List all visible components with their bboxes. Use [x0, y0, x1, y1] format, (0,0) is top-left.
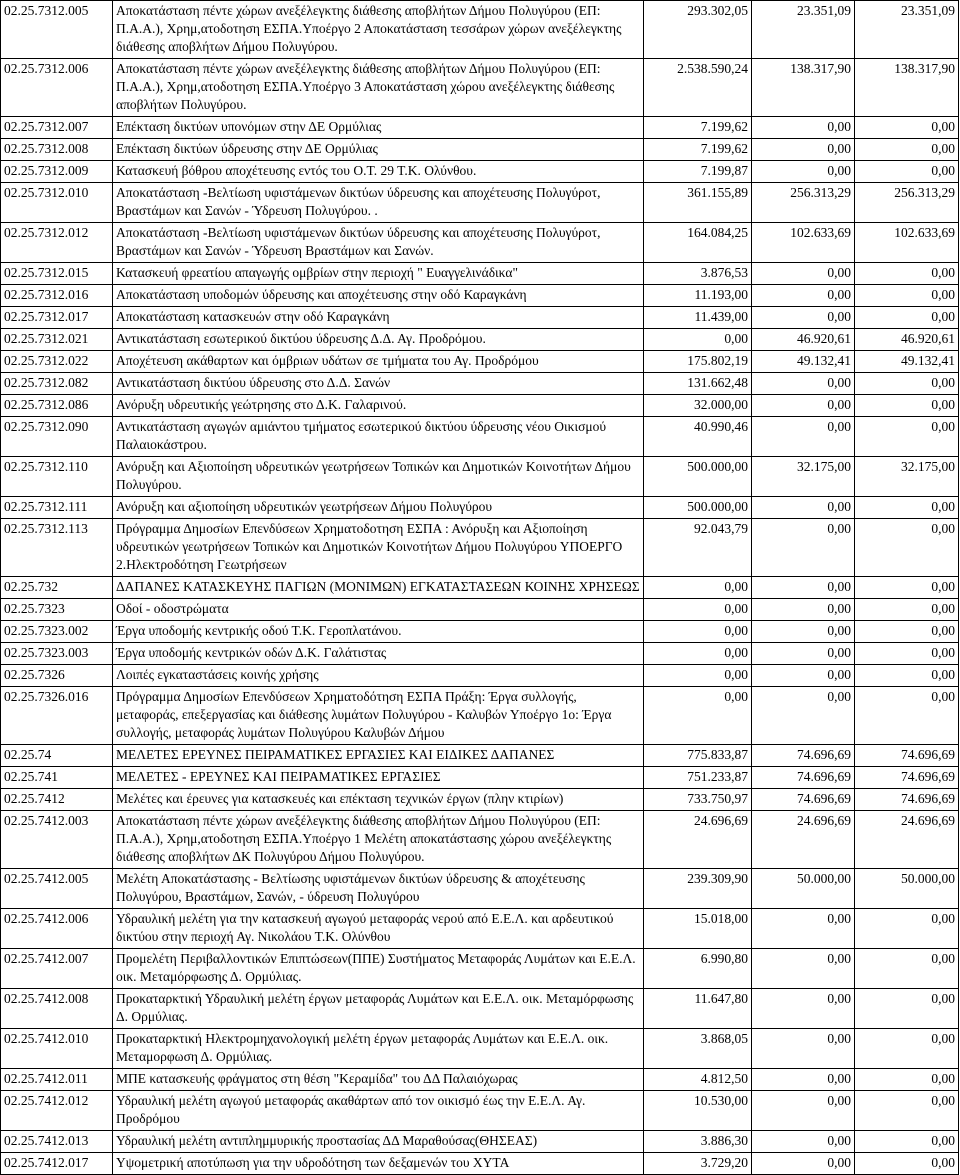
table-row — [1, 767, 959, 789]
amount-paid: 0,00 — [855, 665, 959, 687]
table-row — [1, 183, 959, 223]
account-description: Αποκατάσταση πέντε χώρων ανεξέλεγκτης διάθεσης αποβλήτων Δήμου Πολυγύρου (ΕΠ: Π.Α.Α.), Χρημ,ατοδοτηση ΕΣΠΑ.Υποέργο 2 Αποκατάσταση τεσσάρων χώρων ανεξέλεγκτης διάθεσης αποβλήτων Δήμου Πολυγύρου. — [113, 1, 644, 59]
amount-budgeted: 0,00 — [644, 329, 752, 351]
account-code: 02.25.7412.012 — [1, 1091, 113, 1131]
amount-committed: 102.633,69 — [752, 223, 855, 263]
account-description: ΜΕΛΕΤΕΣ ΕΡΕΥΝΕΣ ΠΕΙΡΑΜΑΤΙΚΕΣ ΕΡΓΑΣΙΕΣ ΚΑΙ ΕΙΔΙΚΕΣ ΔΑΠΑΝΕΣ — [113, 745, 644, 767]
amount-committed: 0,00 — [752, 139, 855, 161]
amount-paid: 0,00 — [855, 307, 959, 329]
amount-committed: 0,00 — [752, 519, 855, 577]
account-description: Υδραυλική μελέτη αντιπλημμυρικής προστασίας ΔΔ Μαραθούσας(ΘΗΣΕΑΣ) — [113, 1131, 644, 1153]
account-code: 02.25.7412.005 — [1, 869, 113, 909]
amount-paid: 74.696,69 — [855, 789, 959, 811]
table-row — [1, 307, 959, 329]
account-description: Έργα υποδομής κεντρικής οδού Τ.Κ. Γεροπλατάνου. — [113, 621, 644, 643]
amount-budgeted: 11.647,80 — [644, 989, 752, 1029]
amount-paid: 23.351,09 — [855, 1, 959, 59]
account-code: 02.25.741 — [1, 767, 113, 789]
amount-budgeted: 3.886,30 — [644, 1131, 752, 1153]
amount-committed: 0,00 — [752, 1131, 855, 1153]
amount-paid: 102.633,69 — [855, 223, 959, 263]
amount-committed: 32.175,00 — [752, 457, 855, 497]
amount-budgeted: 0,00 — [644, 687, 752, 745]
table-row — [1, 497, 959, 519]
account-code: 02.25.7312.007 — [1, 117, 113, 139]
table-row — [1, 811, 959, 869]
account-code: 02.25.7412.006 — [1, 909, 113, 949]
account-code: 02.25.7412.007 — [1, 949, 113, 989]
table-row — [1, 329, 959, 351]
table-row — [1, 687, 959, 745]
account-description: Αποχέτευση ακάθαρτων και όμβριων υδάτων σε τμήματα του Αγ. Προδρόμου — [113, 351, 644, 373]
table-row — [1, 745, 959, 767]
account-description: Επέκταση δικτύων ύδρευσης στην ΔΕ Ορμύλιας — [113, 139, 644, 161]
amount-budgeted: 0,00 — [644, 577, 752, 599]
account-description: Έργα υποδομής κεντρικών οδών Δ.Κ. Γαλάτιστας — [113, 643, 644, 665]
table-row — [1, 395, 959, 417]
amount-budgeted: 7.199,62 — [644, 139, 752, 161]
amount-budgeted: 775.833,87 — [644, 745, 752, 767]
table-row — [1, 351, 959, 373]
amount-paid: 0,00 — [855, 643, 959, 665]
account-description: Ανόρυξη και Αξιοποίηση υδρευτικών γεωτρήσεων Τοπικών και Δημοτικών Κοινοτήτων Δήμου Πολυγύρου. — [113, 457, 644, 497]
account-description: Μελέτη Αποκατάστασης - Βελτίωσης υφιστάμενων δικτύων ύδρευσης & αποχέτευσης Πολυγύρου, Βραστάμων, Σανών, - ύδρευση Πολυγύρου — [113, 869, 644, 909]
amount-committed: 0,00 — [752, 161, 855, 183]
amount-paid: 0,00 — [855, 395, 959, 417]
amount-committed: 0,00 — [752, 1091, 855, 1131]
amount-budgeted: 175.802,19 — [644, 351, 752, 373]
account-code: 02.25.7412.010 — [1, 1029, 113, 1069]
amount-budgeted: 32.000,00 — [644, 395, 752, 417]
amount-paid: 0,00 — [855, 285, 959, 307]
account-description: ΜΠΕ κατασκευής φράγματος στη θέση "Κεραμίδα" του ΔΔ Παλαιόχωρας — [113, 1069, 644, 1091]
account-description: Πρόγραμμα Δημοσίων Επενδύσεων Χρηματοδότηση ΕΣΠΑ Πράξη: Έργα συλλογής, μεταφοράς, επεξεργασίας και διάθεσης λυμάτων Πολυγύρου - Καλυβών Υποέργο 1ο: Έργα συλλογής, μεταφοράς λυμάτων Πολυγύρου Καλυβών Δήμου — [113, 687, 644, 745]
account-description: Αποκατάσταση πέντε χώρων ανεξέλεγκτης διάθεσης αποβλήτων Δήμου Πολυγύρου (ΕΠ: Π.Α.Α.), Χρημ,ατοδοτηση ΕΣΠΑ.Υποέργο 1 Μελέτη αποκατάστασης χώρου ανεξέλεγκτης διάθεσης αποβλήτων ΔΚ Πολυγύρου Δήμου Πολυγύρου. — [113, 811, 644, 869]
amount-committed: 0,00 — [752, 307, 855, 329]
amount-committed: 0,00 — [752, 989, 855, 1029]
amount-paid: 0,00 — [855, 599, 959, 621]
account-code: 02.25.7412 — [1, 789, 113, 811]
account-description: Προμελέτη Περιβαλλοντικών Επιπτώσεων(ΠΠΕ) Συστήματος Μεταφοράς Λυμάτων και Ε.Ε.Λ. οικ. Μεταμόρφωσης Δ. Ορμύλιας. — [113, 949, 644, 989]
amount-paid: 0,00 — [855, 373, 959, 395]
account-code: 02.25.7323.003 — [1, 643, 113, 665]
table-row — [1, 1069, 959, 1091]
account-description: ΔΑΠΑΝΕΣ ΚΑΤΑΣΚΕΥΗΣ ΠΑΓΙΩΝ (ΜΟΝΙΜΩΝ) ΕΓΚΑΤΑΣΤΑΣΕΩΝ ΚΟΙΝΗΣ ΧΡΗΣΕΩΣ — [113, 577, 644, 599]
amount-committed: 0,00 — [752, 417, 855, 457]
amount-paid: 74.696,69 — [855, 767, 959, 789]
amount-budgeted: 15.018,00 — [644, 909, 752, 949]
amount-committed: 0,00 — [752, 643, 855, 665]
account-code: 02.25.7312.010 — [1, 183, 113, 223]
account-code: 02.25.7323 — [1, 599, 113, 621]
amount-committed: 74.696,69 — [752, 745, 855, 767]
amount-committed: 138.317,90 — [752, 59, 855, 117]
amount-budgeted: 40.990,46 — [644, 417, 752, 457]
amount-budgeted: 733.750,97 — [644, 789, 752, 811]
amount-committed: 0,00 — [752, 687, 855, 745]
amount-paid: 0,00 — [855, 161, 959, 183]
account-code: 02.25.7412.011 — [1, 1069, 113, 1091]
table-row — [1, 789, 959, 811]
account-description: Μελέτες και έρευνες για κατασκευές και επέκταση τεχνικών έργων (πλην κτιρίων) — [113, 789, 644, 811]
amount-committed: 0,00 — [752, 577, 855, 599]
account-code: 02.25.74 — [1, 745, 113, 767]
amount-committed: 0,00 — [752, 665, 855, 687]
account-code: 02.25.7312.090 — [1, 417, 113, 457]
amount-budgeted: 239.309,90 — [644, 869, 752, 909]
amount-paid: 0,00 — [855, 949, 959, 989]
amount-committed: 23.351,09 — [752, 1, 855, 59]
amount-committed: 0,00 — [752, 599, 855, 621]
account-description: Αποκατάσταση υποδομών ύδρευσης και αποχέτευσης στην οδό Καραγκάνη — [113, 285, 644, 307]
amount-committed: 0,00 — [752, 373, 855, 395]
amount-paid: 0,00 — [855, 1091, 959, 1131]
account-code: 02.25.7312.086 — [1, 395, 113, 417]
table-row — [1, 117, 959, 139]
table-row — [1, 373, 959, 395]
table-row — [1, 989, 959, 1029]
account-description: Προκαταρκτική Ηλεκτρομηχανολογική μελέτη έργων μεταφοράς Λυμάτων και Ε.Ε.Λ. οικ. Μεταμορφωση Δ. Ορμύλιας. — [113, 1029, 644, 1069]
amount-committed: 24.696,69 — [752, 811, 855, 869]
account-description: Κατασκευή βόθρου αποχέτευσης εντός του Ο.Τ. 29 Τ.Κ. Ολύνθου. — [113, 161, 644, 183]
account-description: Οδοί - οδοστρώματα — [113, 599, 644, 621]
amount-budgeted: 3.729,20 — [644, 1153, 752, 1175]
amount-paid: 138.317,90 — [855, 59, 959, 117]
table-row — [1, 621, 959, 643]
amount-committed: 74.696,69 — [752, 767, 855, 789]
amount-budgeted: 0,00 — [644, 599, 752, 621]
amount-budgeted: 2.538.590,24 — [644, 59, 752, 117]
amount-paid: 49.132,41 — [855, 351, 959, 373]
amount-committed: 0,00 — [752, 263, 855, 285]
table-row — [1, 263, 959, 285]
amount-paid: 46.920,61 — [855, 329, 959, 351]
account-code: 02.25.7412.013 — [1, 1131, 113, 1153]
amount-paid: 50.000,00 — [855, 869, 959, 909]
amount-budgeted: 131.662,48 — [644, 373, 752, 395]
table-row — [1, 285, 959, 307]
account-description: Προκαταρκτική Υδραυλική μελέτη έργων μεταφοράς Λυμάτων και Ε.Ε.Λ. οικ. Μεταμόρφωσης Δ. Ορμύλιας. — [113, 989, 644, 1029]
amount-paid: 0,00 — [855, 519, 959, 577]
amount-budgeted: 0,00 — [644, 643, 752, 665]
amount-paid: 32.175,00 — [855, 457, 959, 497]
account-code: 02.25.7312.008 — [1, 139, 113, 161]
amount-budgeted: 293.302,05 — [644, 1, 752, 59]
amount-committed: 0,00 — [752, 1069, 855, 1091]
account-code: 02.25.7312.006 — [1, 59, 113, 117]
amount-committed: 0,00 — [752, 395, 855, 417]
table-row — [1, 869, 959, 909]
amount-paid: 24.696,69 — [855, 811, 959, 869]
table-row — [1, 599, 959, 621]
amount-paid: 0,00 — [855, 621, 959, 643]
amount-committed: 256.313,29 — [752, 183, 855, 223]
account-code: 02.25.7312.016 — [1, 285, 113, 307]
amount-committed: 46.920,61 — [752, 329, 855, 351]
account-description: Πρόγραμμα Δημοσίων Επενδύσεων Χρηματοδοτηση ΕΣΠΑ : Ανόρυξη και Αξιοποίηση υδρευτικών γεωτρήσεων Τοπικών και Δημοτικών Κοινοτήτων Δήμου Πολυγύρου ΥΠΟΕΡΓΟ 2.Ηλεκτροδότηση Γεωτρήσεων — [113, 519, 644, 577]
account-description: Υψομετρική αποτύπωση για την υδροδότηση των δεξαμενών του ΧΥΤΑ — [113, 1153, 644, 1175]
amount-paid: 0,00 — [855, 497, 959, 519]
amount-committed: 0,00 — [752, 949, 855, 989]
account-description: Λοιπές εγκαταστάσεις κοινής χρήσης — [113, 665, 644, 687]
table-row — [1, 161, 959, 183]
account-code: 02.25.7412.003 — [1, 811, 113, 869]
table-row — [1, 1153, 959, 1175]
amount-committed: 0,00 — [752, 621, 855, 643]
account-code: 02.25.7312.015 — [1, 263, 113, 285]
amount-budgeted: 361.155,89 — [644, 183, 752, 223]
amount-budgeted: 500.000,00 — [644, 457, 752, 497]
table-row — [1, 1, 959, 59]
amount-paid: 0,00 — [855, 117, 959, 139]
account-description: Επέκταση δικτύων υπονόμων στην ΔΕ Ορμύλιας — [113, 117, 644, 139]
amount-paid: 0,00 — [855, 417, 959, 457]
account-description: Υδραυλική μελέτη για την κατασκευή αγωγού μεταφοράς νερού από Ε.Ε.Λ. και αρδευτικού δικτύου στην περιοχή Αγ. Νικολάου Τ.Κ. Ολύνθου — [113, 909, 644, 949]
amount-committed: 0,00 — [752, 909, 855, 949]
amount-committed: 49.132,41 — [752, 351, 855, 373]
table-row — [1, 519, 959, 577]
amount-budgeted: 11.439,00 — [644, 307, 752, 329]
account-code: 02.25.7323.002 — [1, 621, 113, 643]
account-code: 02.25.732 — [1, 577, 113, 599]
amount-paid: 0,00 — [855, 1029, 959, 1069]
amount-paid: 0,00 — [855, 687, 959, 745]
amount-budgeted: 7.199,87 — [644, 161, 752, 183]
amount-budgeted: 3.868,05 — [644, 1029, 752, 1069]
account-code: 02.25.7312.009 — [1, 161, 113, 183]
table-row — [1, 223, 959, 263]
account-code: 02.25.7312.012 — [1, 223, 113, 263]
account-code: 02.25.7312.110 — [1, 457, 113, 497]
amount-budgeted: 24.696,69 — [644, 811, 752, 869]
account-description: ΜΕΛΕΤΕΣ - ΕΡΕΥΝΕΣ ΚΑΙ ΠΕΙΡΑΜΑΤΙΚΕΣ ΕΡΓΑΣΙΕΣ — [113, 767, 644, 789]
amount-budgeted: 4.812,50 — [644, 1069, 752, 1091]
account-description: Αντικατάσταση δικτύου ύδρευσης στο Δ.Δ. Σανών — [113, 373, 644, 395]
table-row — [1, 1131, 959, 1153]
amount-paid: 0,00 — [855, 1131, 959, 1153]
amount-budgeted: 7.199,62 — [644, 117, 752, 139]
amount-committed: 0,00 — [752, 1153, 855, 1175]
account-code: 02.25.7412.008 — [1, 989, 113, 1029]
account-code: 02.25.7312.021 — [1, 329, 113, 351]
amount-committed: 0,00 — [752, 497, 855, 519]
account-description: Αντικατάσταση αγωγών αμιάντου τμήματος εσωτερικού δικτύου ύδρευσης νέου Οικισμού Παλαιοκάστρου. — [113, 417, 644, 457]
table-row — [1, 1029, 959, 1069]
amount-budgeted: 3.876,53 — [644, 263, 752, 285]
account-code: 02.25.7312.111 — [1, 497, 113, 519]
amount-paid: 0,00 — [855, 1069, 959, 1091]
account-description: Ανόρυξη και αξιοποίηση υδρευτικών γεωτρήσεων Δήμου Πολυγύρου — [113, 497, 644, 519]
table-row — [1, 417, 959, 457]
amount-budgeted: 164.084,25 — [644, 223, 752, 263]
amount-budgeted: 500.000,00 — [644, 497, 752, 519]
account-code: 02.25.7326 — [1, 665, 113, 687]
table-row — [1, 949, 959, 989]
table-body — [1, 1, 959, 1175]
amount-budgeted: 10.530,00 — [644, 1091, 752, 1131]
account-description: Ανόρυξη υδρευτικής γεώτρησης στο Δ.Κ. Γαλαρινού. — [113, 395, 644, 417]
amount-paid: 0,00 — [855, 909, 959, 949]
account-code: 02.25.7312.017 — [1, 307, 113, 329]
table-row — [1, 665, 959, 687]
amount-paid: 0,00 — [855, 139, 959, 161]
table-row — [1, 909, 959, 949]
table-row — [1, 577, 959, 599]
amount-committed: 50.000,00 — [752, 869, 855, 909]
table-row — [1, 139, 959, 161]
table-row — [1, 643, 959, 665]
account-description: Αποκατάσταση κατασκευών στην οδό Καραγκάνη — [113, 307, 644, 329]
account-description: Αποκατάσταση -Βελτίωση υφιστάμενων δικτύων ύδρευσης και αποχέτευσης Πολυγύροτ, Βραστάμων και Σανών - Ύδρευση Βραστάμων και Σανών. — [113, 223, 644, 263]
amount-paid: 0,00 — [855, 263, 959, 285]
amount-paid: 0,00 — [855, 577, 959, 599]
amount-paid: 256.313,29 — [855, 183, 959, 223]
account-code: 02.25.7326.016 — [1, 687, 113, 745]
table-row — [1, 457, 959, 497]
account-code: 02.25.7312.005 — [1, 1, 113, 59]
amount-budgeted: 92.043,79 — [644, 519, 752, 577]
amount-budgeted: 0,00 — [644, 621, 752, 643]
account-code: 02.25.7412.017 — [1, 1153, 113, 1175]
account-code: 02.25.7312.022 — [1, 351, 113, 373]
amount-committed: 0,00 — [752, 285, 855, 307]
amount-budgeted: 751.233,87 — [644, 767, 752, 789]
account-description: Υδραυλική μελέτη αγωγού μεταφοράς ακαθάρτων από τον οικισμό έως την Ε.Ε.Λ. Αγ. Προδρόμου — [113, 1091, 644, 1131]
table-row — [1, 1091, 959, 1131]
amount-paid: 0,00 — [855, 989, 959, 1029]
account-code: 02.25.7312.113 — [1, 519, 113, 577]
amount-committed: 0,00 — [752, 1029, 855, 1069]
account-description: Αποκατάσταση -Βελτίωση υφιστάμενων δικτύων ύδρευσης και αποχέτευσης Πολυγύροτ, Βραστάμων και Σανών - Ύδρευση Πολυγύρου. . — [113, 183, 644, 223]
amount-committed: 0,00 — [752, 117, 855, 139]
account-description: Αποκατάσταση πέντε χώρων ανεξέλεγκτης διάθεσης αποβλήτων Δήμου Πολυγύρου (ΕΠ: Π.Α.Α.), Χρημ,ατοδοτηση ΕΣΠΑ.Υποέργο 3 Αποκατάσταση χώρου ανεξέλεγκτης διάθεσης αποβλήτων Πολυγύρου. — [113, 59, 644, 117]
amount-budgeted: 11.193,00 — [644, 285, 752, 307]
account-code: 02.25.7312.082 — [1, 373, 113, 395]
account-description: Κατασκευή φρεατίου απαγωγής ομβρίων στην περιοχή " Ευαγγελινάδικα" — [113, 263, 644, 285]
amount-committed: 74.696,69 — [752, 789, 855, 811]
amount-budgeted: 0,00 — [644, 665, 752, 687]
amount-budgeted: 6.990,80 — [644, 949, 752, 989]
amount-paid: 74.696,69 — [855, 745, 959, 767]
account-description: Αντικατάσταση εσωτερικού δικτύου ύδρευσης Δ.Δ. Αγ. Προδρόμου. — [113, 329, 644, 351]
amount-paid: 0,00 — [855, 1153, 959, 1175]
table-row — [1, 59, 959, 117]
